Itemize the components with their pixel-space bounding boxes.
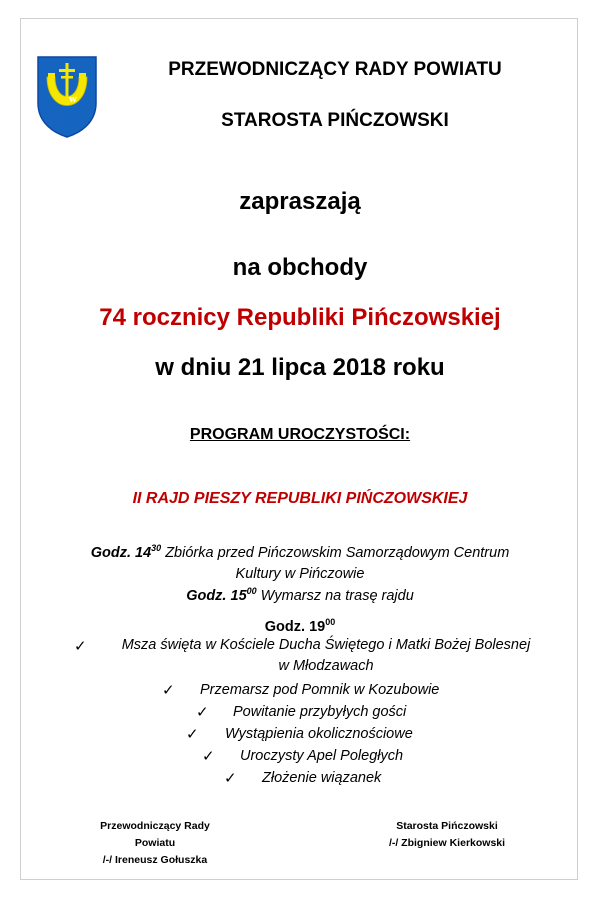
minutes: 00 bbox=[246, 586, 257, 596]
list-item-march: Przemarsz pod Pomnik w Kozubowie bbox=[200, 682, 440, 698]
hour: 14 bbox=[135, 544, 152, 561]
hour: 15 bbox=[230, 587, 247, 604]
rajd-title: II RAJD PIESZY REPUBLIKI PIŃCZOWSKIEJ bbox=[132, 490, 468, 507]
list-item-speeches: Wystąpienia okolicznościowe bbox=[225, 726, 413, 742]
schedule-1500 bbox=[40, 581, 560, 607]
anniversary-text: 74 rocznicy Republiki Pińczowskiej bbox=[99, 304, 501, 331]
godz-label: Godz. bbox=[186, 587, 231, 604]
minutes: 00 bbox=[325, 617, 336, 627]
check-icon: ✓ bbox=[74, 638, 87, 655]
schedule-text-2: Kultury w Pińczowie bbox=[235, 565, 365, 582]
godz-label: Godz. bbox=[90, 544, 136, 561]
invite-text: zapraszają bbox=[239, 188, 361, 215]
header-line-2: STAROSTA PIŃCZOWSKI bbox=[221, 110, 449, 131]
signature-title: Przewodniczący Rady Powiatu bbox=[100, 820, 210, 849]
schedule-text: Zbiórka przed Pińczowskim Samorządowym Centrum bbox=[161, 544, 510, 561]
check-icon: ✓ bbox=[162, 682, 175, 699]
signature-name: /-/ Ireneusz Gołuszka bbox=[102, 854, 208, 866]
list-item-apel: Uroczysty Apel Poległych bbox=[240, 748, 404, 764]
schedule-1900 bbox=[40, 612, 560, 638]
check-icon: ✓ bbox=[202, 748, 215, 765]
occasion-text: na obchody bbox=[232, 254, 368, 281]
signature-title: Starosta Pińczowski bbox=[396, 820, 498, 832]
crest-letter: w bbox=[69, 95, 77, 105]
header-line-1: PRZEWODNICZĄCY RADY POWIATU bbox=[168, 59, 502, 80]
check-icon: ✓ bbox=[186, 726, 199, 743]
list-item-welcome: Powitanie przybyłych gości bbox=[233, 704, 407, 720]
schedule-1400 bbox=[40, 538, 560, 585]
program-title: PROGRAM UROCZYSTOŚCI: bbox=[189, 426, 411, 443]
coat-of-arms-icon bbox=[36, 55, 98, 139]
check-icon: ✓ bbox=[196, 704, 209, 721]
hour: 19 bbox=[309, 618, 326, 635]
signature-right bbox=[372, 818, 522, 852]
list-item-wreaths: Złożenie wiązanek bbox=[262, 770, 382, 786]
signature-name: /-/ Zbigniew Kierkowski bbox=[388, 837, 506, 849]
item-text: Msza święta w Kościele Ducha Świętego i Matki Bożej Bolesnej bbox=[121, 637, 531, 653]
list-item-mass bbox=[106, 635, 546, 677]
schedule-text: Wymarsz na trasę rajdu bbox=[256, 587, 414, 604]
date-text: w dniu 21 lipca 2018 roku bbox=[155, 354, 445, 381]
signature-left bbox=[80, 818, 230, 869]
godz-label: Godz. bbox=[264, 618, 310, 635]
minutes: 30 bbox=[151, 543, 162, 553]
item-text-cont: w Młodzawach bbox=[278, 658, 374, 674]
check-icon: ✓ bbox=[224, 770, 237, 787]
